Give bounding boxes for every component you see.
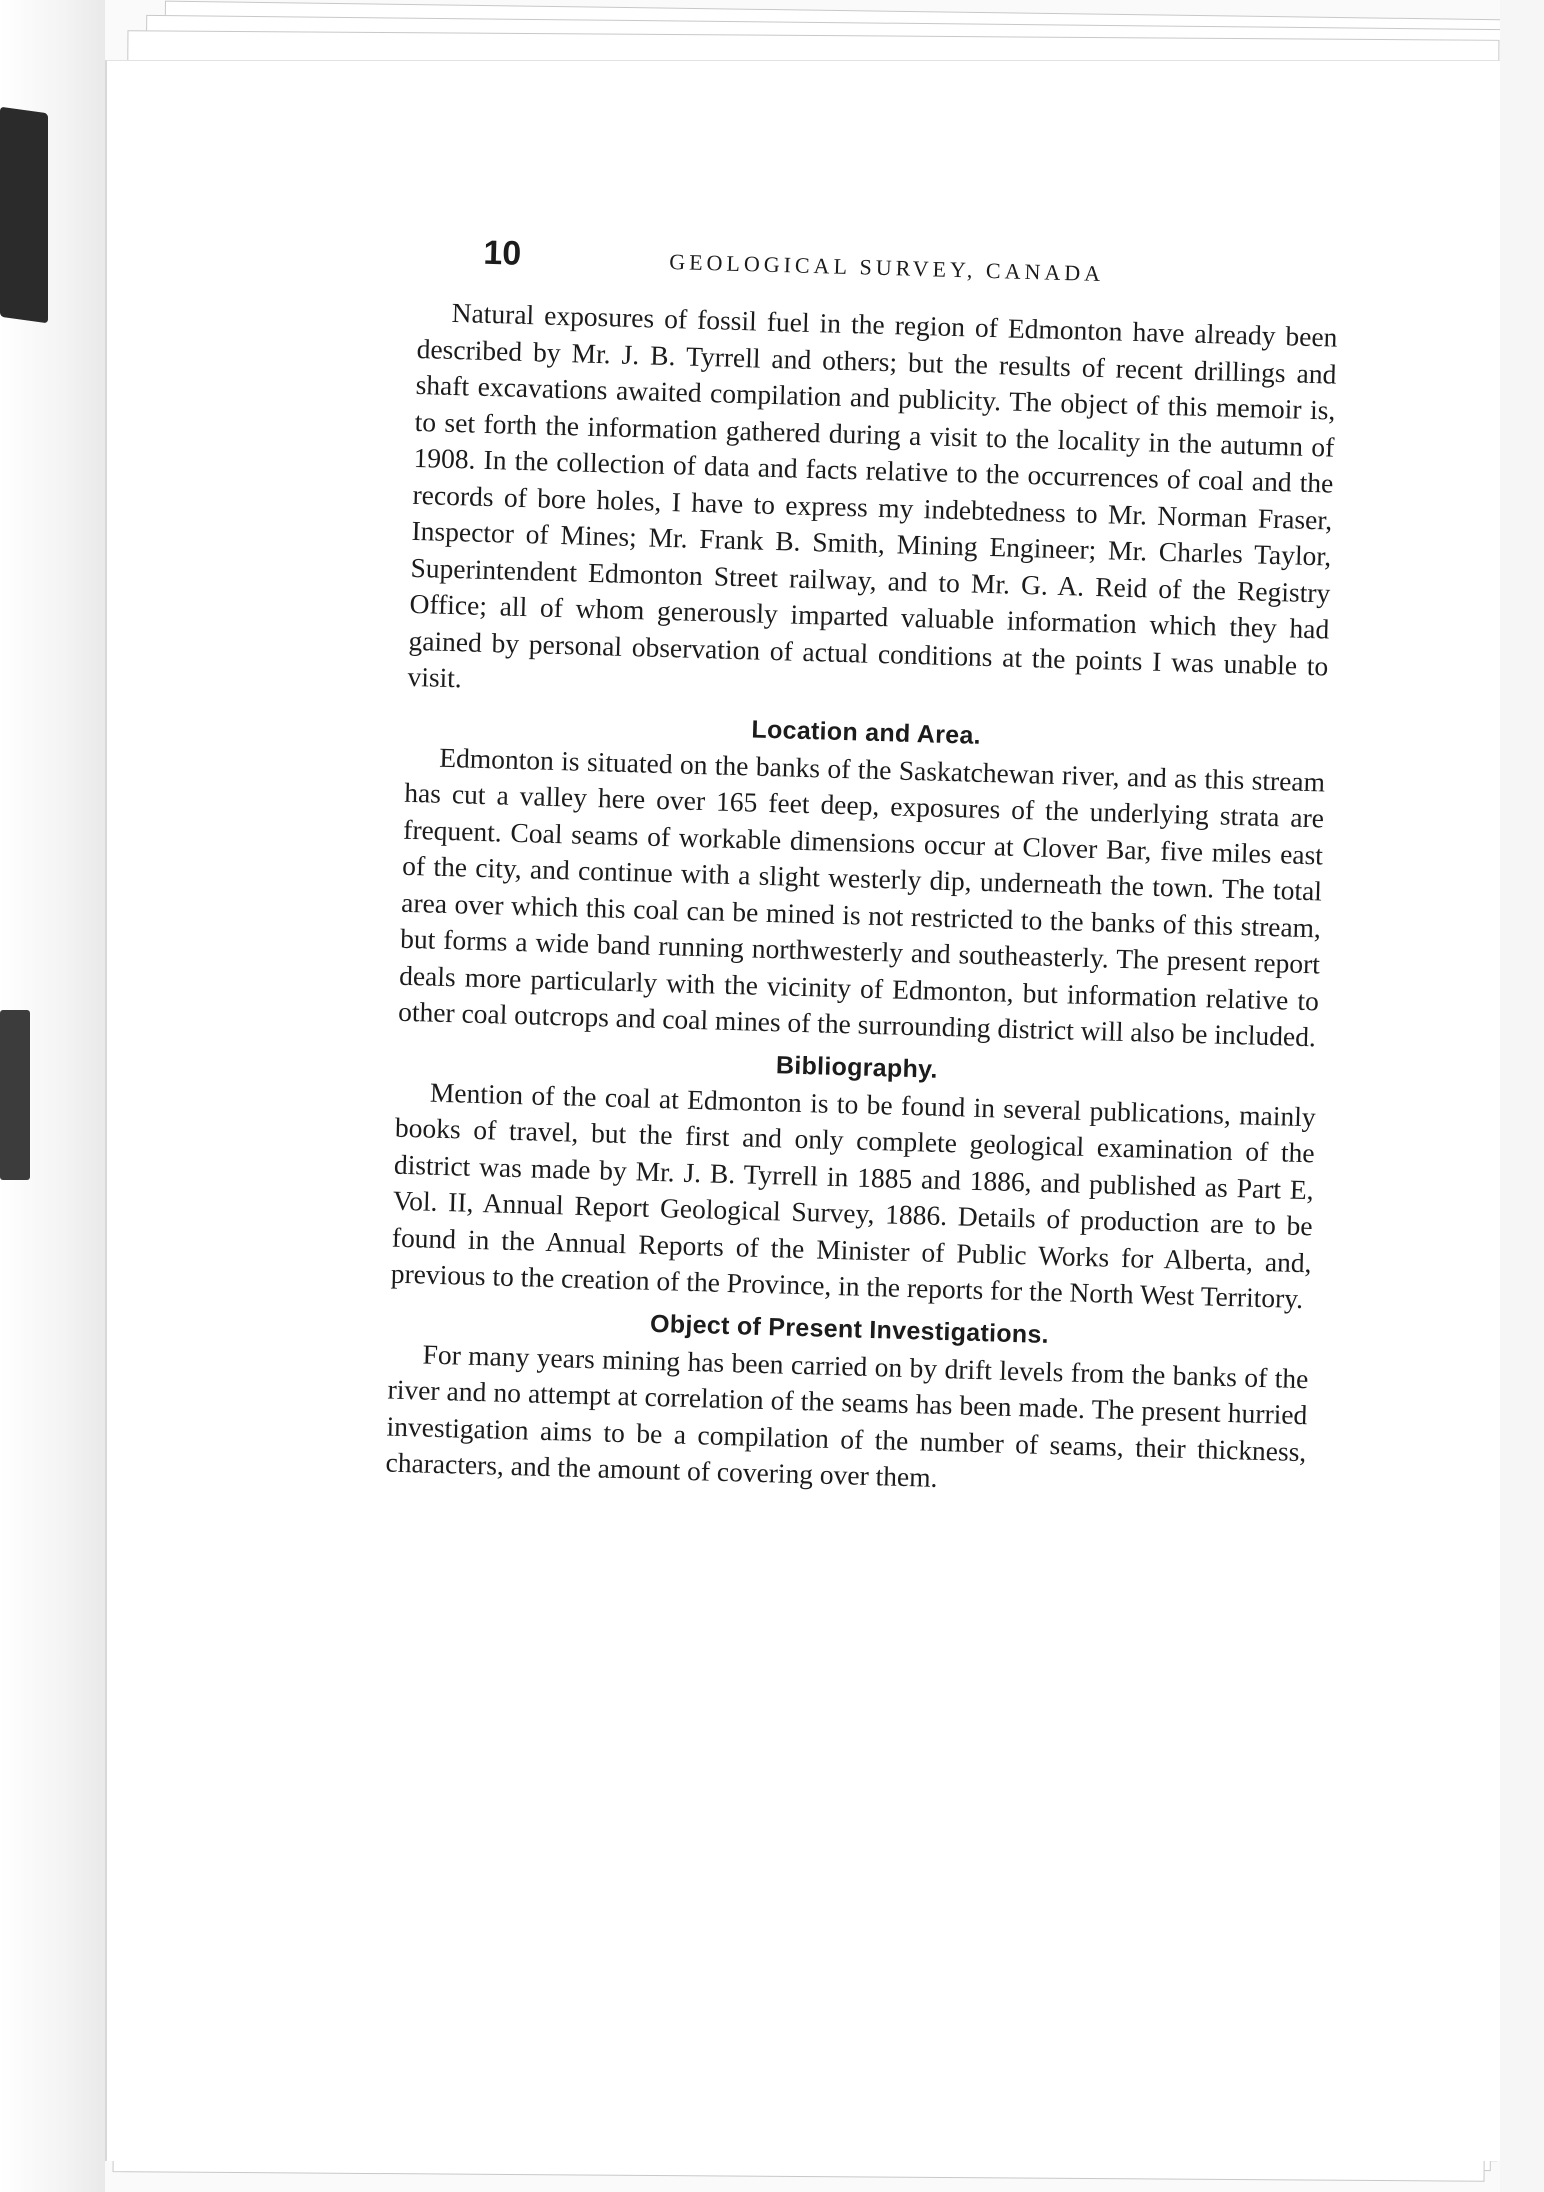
object-paragraph: For many years mining has been carried on by drift levels from the banks of the river and no attempt at correlation of the seams has been made. The present hurried investigation aims to be a compilation of the number of seams, their thickness, characters, and the amount of covering over them.: [385, 1338, 1309, 1493]
running-head: GEOLOGICAL SURVEY, CANADA: [668, 248, 1105, 287]
heading-location-and-area: Location and Area.: [751, 714, 982, 750]
page-right-margin: [1500, 0, 1544, 2192]
intro-paragraph: Natural exposures of fossil fuel in the region of Edmonton have already been described by Mr. J. B. Tyrrell and others; but the results of recent drillings and shaft excavations awaited compilation and publicity. The object of this memoir is, to set forth the information gathered during a visit to the locality in the autumn of 1908. In the collection of data and facts relative to the occurrences of coal and the records of bore holes, I have to express my indebtedness to Mr. Norman Fraser, Inspector of Mines; Mr. Frank B. Smith, Mining Engineer; Mr. Charles Taylor, Superintendent Edmonton Street railway, and to Mr. G. A. Reid of the Registry Office; all of whom generously imparted valuable information which they had gained by personal observation of actual conditions at the points I was unable to visit.: [407, 296, 1338, 694]
page-number: 10: [482, 233, 522, 273]
bibliography-paragraph: Mention of the coal at Edmonton is to be found in several publications, mainly books of travel, but the first and only complete geological examination of the district was made by Mr. J. B. Tyrrell in 1885 and 1886, and published as Part E, Vol. II, Annual Report Geological Survey, 1886. Details of production are to be found in the Annual Reports of the Minister of Public Works for Alberta, and, previous to the creation of the Province, in the reports for the North West Territory.: [390, 1076, 1317, 1315]
location-paragraph: Edmonton is situated on the banks of the Saskatchewan river, and as this stream has cut a valley here over 165 feet deep, exposures of the underlying strata are frequent. Coal seams of workable dimensions occur at Clover Bar, five miles east of the city, and continue with a slight westerly dip, underneath the town. The total area over which this coal can be mined is not restricted to the banks of this stream, but forms a wide band running northwesterly and southeasterly. The present report deals more particularly with the vicinity of Edmonton, but information relative to other coal outcrops and coal mines of the surrounding district will also be included.: [397, 741, 1326, 1053]
page-content: [385, 232, 1340, 1507]
binding-clip-top: [0, 107, 48, 324]
binding-clip-middle: [0, 1010, 30, 1180]
heading-object-of-investigations: Object of Present Investigations.: [649, 1309, 1050, 1349]
heading-bibliography: Bibliography.: [775, 1050, 939, 1084]
